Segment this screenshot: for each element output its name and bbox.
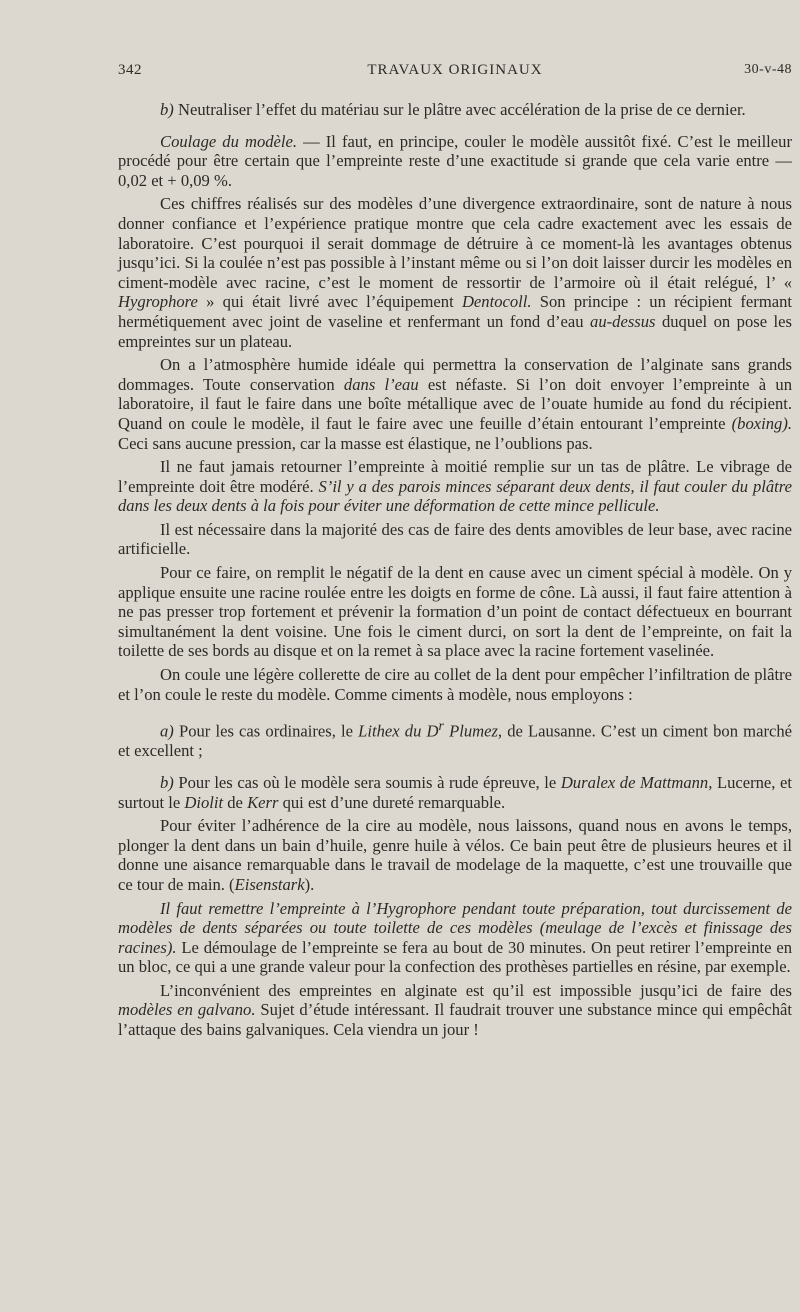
paragraph-6: Il est nécessaire dans la majorité des cas de faire des dents amovibles de leur base, avec racine artificielle. [118,519,792,559]
article-body [118,100,792,1040]
paragraph-9: a) Pour les cas ordinaires, le Lithex du $D^r$ Plumez, de Lausanne. C’est un ciment bon marché et excellent ; [118,718,792,761]
page-number: 342 [118,62,142,78]
paragraph-10: b) Pour les cas où le modèle sera soumis à rude épreuve, le Duralex de Mattmann, Lucerne, et surtout le Diolit de Kerr qui est d’une dureté remarquable. [118,772,792,812]
paragraph-7: Pour ce faire, on remplit le négatif de la dent en cause avec un ciment spécial à modèle. On y applique ensuite une racine roulée entre les doigts en forme de cône. Là aussi, il faut faire attention à ne pas presser trop fortement et prévenir la formation d’un point de contact défectueux en bourrant simultanément la dent voisine. Une fois le ciment durci, on sort la dent de l’empreinte, on fait la toilette de ses bords au disque et on la remet à sa place avec la racine fortement vaselinée. [118,563,792,661]
paragraph-8: On coule une légère collerette de cire au collet de la dent pour empêcher l’infiltration de plâtre et l’on coule le reste du modèle. Comme ciments à modèle, nous employons : [118,665,792,704]
paragraph-12: Il faut remettre l’empreinte à l’Hygrophore pendant toute préparation, tout durcissement de modèles de dents séparées ou toute toilette de ces modèles (meulage de l’excès et finissage des racines). Le démoulage de l’empreinte se fera au bout de 30 minutes. On peut retirer l’empreinte en un bloc, ce qui a une grande valeur pour la confection des prothèses partielles en résine, par exemple. [118,898,792,977]
page-header [118,62,792,82]
running-title: TRAVAUX ORIGINAUX [367,62,543,78]
section-heading: Coulage du modèle. [160,131,298,151]
paragraph-2: Coulage du modèle. — Il faut, en principe, couler le modèle aussitôt fixé. C’est le meilleur procédé pour être certain que l’empreinte reste d’une exactitude si grande que cela varie entre — 0,02 et + 0,09 %. [118,131,792,190]
paragraph-3: Ces chiffres réalisés sur des modèles d’une divergence extraordinaire, sont de nature à nous donner confiance et l’expérience pratique montre que cela cadre exactement avec les essais de laboratoire. C’est pourquoi il serait dommage de détruire à ce moment-là les avantages obtenus jusqu’ici. Si la coulée n’est pas possible à l’instant même ou si l’on doit laisser durcir les modèles en ciment-modèle avec racine, c’est le moment de ressortir de l’armoire où il était relégué, l’ « Hygrophore » qui était livré avec l’équipement Dentocoll. Son principe : un récipient fermant hermétiquement avec joint de vaseline et renfermant un fond d’eau au-dessus duquel on pose les empreintes sur un plateau. [118,194,792,351]
paragraph-4: On a l’atmosphère humide idéale qui permettra la conservation de l’alginate sans grands dommages. Toute conservation dans l’eau est néfaste. Si l’on doit envoyer l’empreinte à un laboratoire, il faut le faire dans une boîte métallique avec de l’ouate humide au fond du récipient. Quand on coule le modèle, il faut le faire avec une feuille d’étain entourant l’empreinte (boxing). Ceci sans aucune pression, car la masse est élastique, ne l’oublions pas. [118,355,793,453]
paragraph-5: Il ne faut jamais retourner l’empreinte à moitié remplie sur un tas de plâtre. Le vibrage de l’empreinte doit être modéré. S’il y a des parois minces séparant deux dents, il faut couler du plâtre dans les deux dents à la fois pour éviter une déformation de cette mince pellicule. [118,457,792,516]
header-date: 30-v-48 [744,62,792,77]
paragraph-11: Pour éviter l’adhérence de la cire au modèle, nous laissons, quand nous en avons le temps, plonger la dent dans un bain d’huile, genre huile à vélos. Ce bain peut être de plusieurs heures et il donne une aisance remarquable dans le travail de modelage de la maquette, c’est une trouvaille que ce tour de main. (Eisenstark). [118,816,792,894]
paragraph-13: L’inconvénient des empreintes en alginate est qu’il est impossible jusqu’ici de faire des modèles en galvano. Sujet d’étude intéressant. Il faudrait trouver une substance mince qui empêchât l’attaque des bains galvaniques. Cela viendra un jour ! [118,980,792,1040]
paragraph-1: b) Neutraliser l’effet du matériau sur le plâtre avec accélération de la prise de ce dernier. [160,100,746,119]
